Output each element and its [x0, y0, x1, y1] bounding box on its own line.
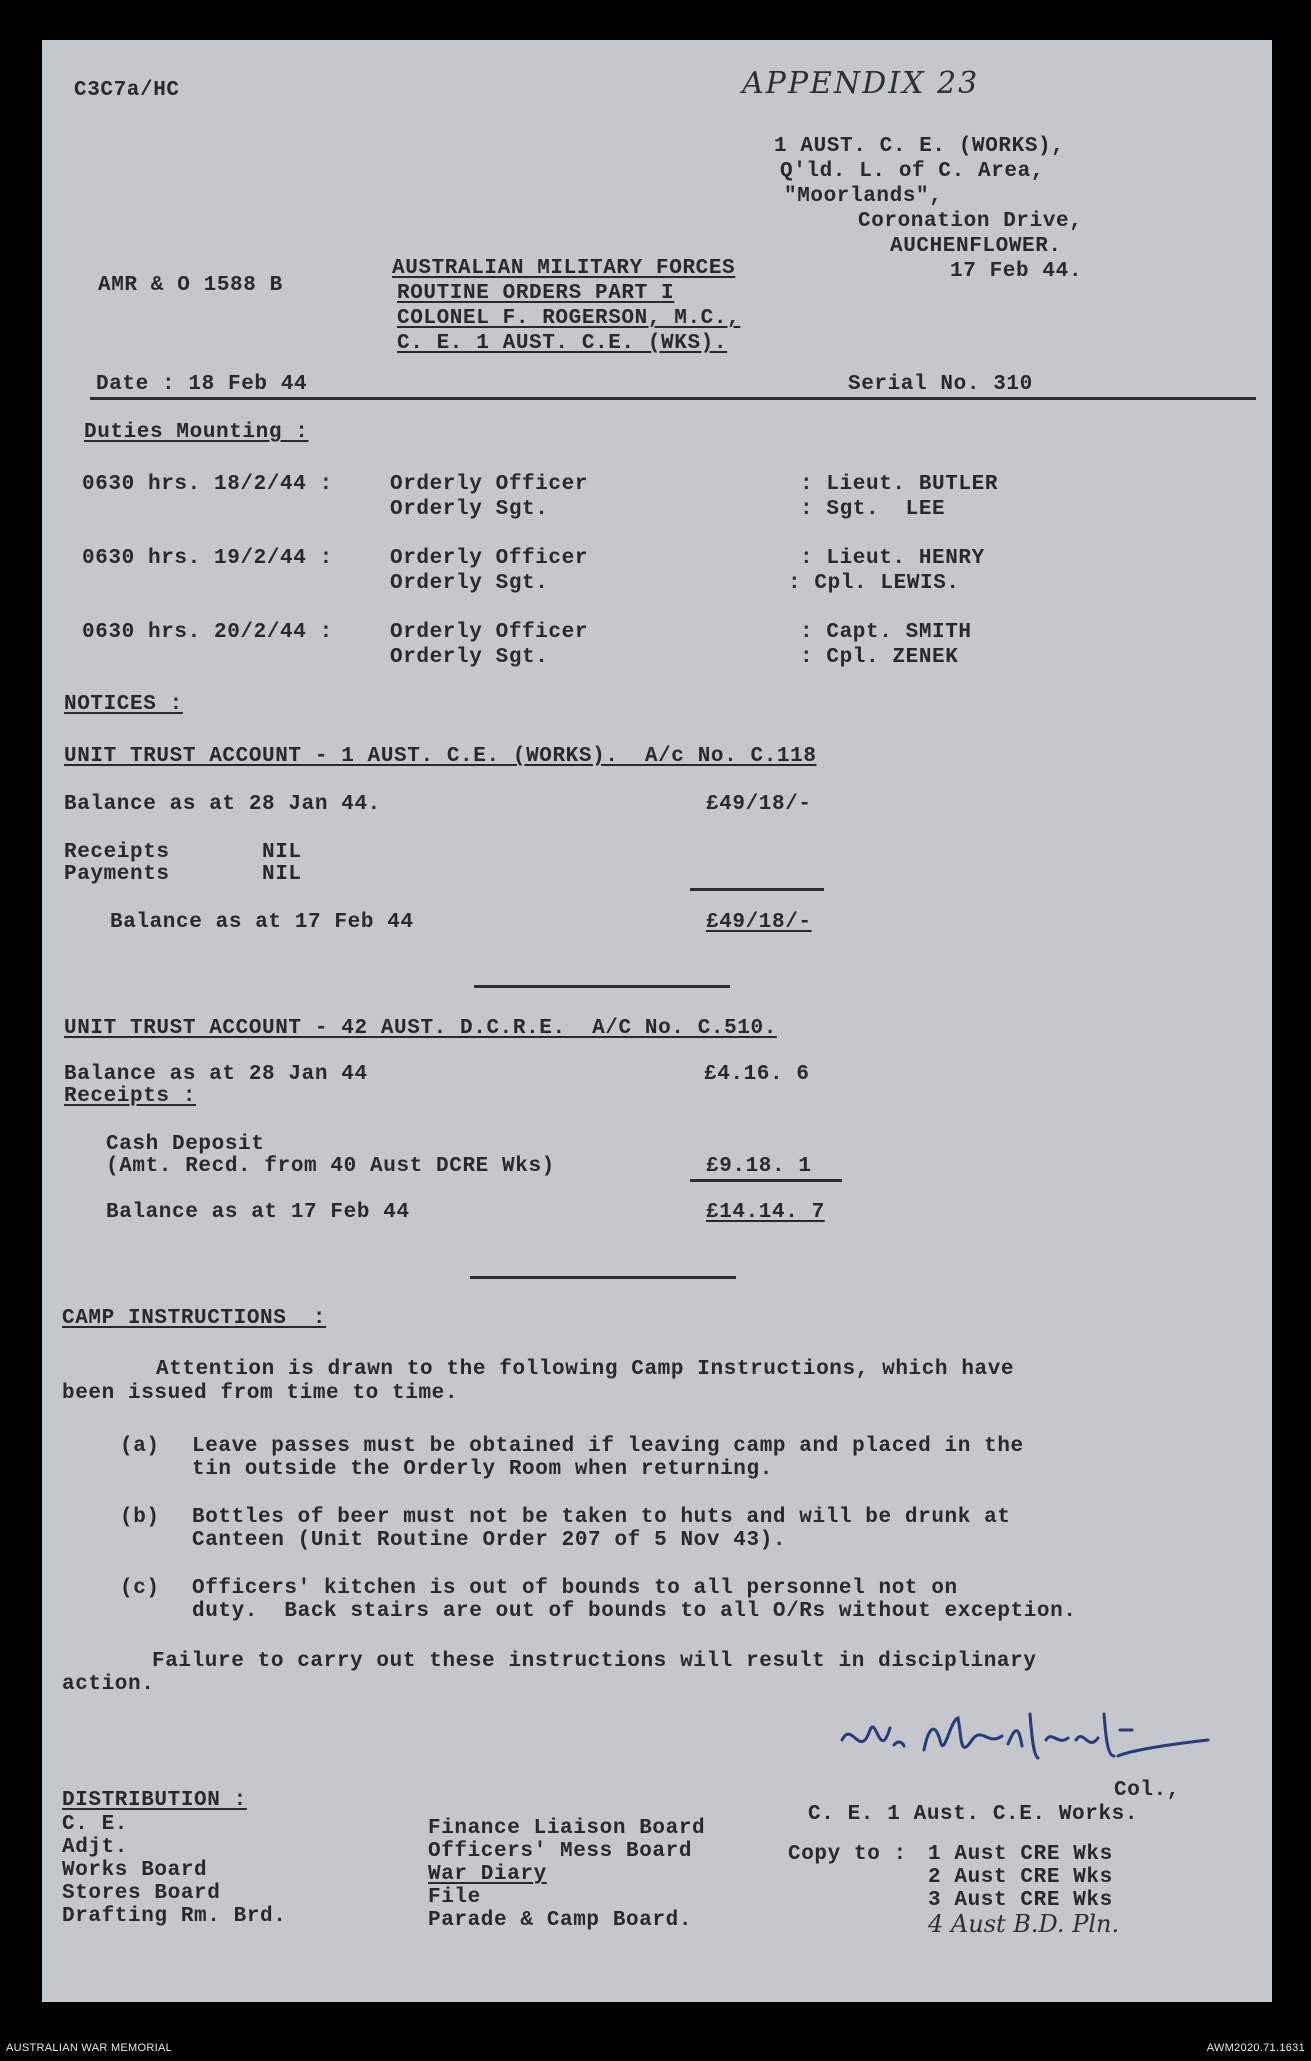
- signature-text: [872, 1740, 1074, 1770]
- distribution-item: File: [428, 1886, 481, 1909]
- duty-role: Orderly Officer: [390, 621, 589, 644]
- failure-note: Failure to carry out these instructions will result in disciplinary: [152, 1650, 1037, 1673]
- duty-name: : Lieut. HENRY: [800, 547, 985, 570]
- item-mark: (b): [120, 1506, 160, 1529]
- balance-value: £49/18/-: [706, 793, 812, 816]
- serial-number: Serial No. 310: [848, 373, 1033, 396]
- distribution-item: C. E.: [62, 1813, 129, 1836]
- copy-to-item: 3 Aust CRE Wks: [928, 1889, 1113, 1912]
- distribution-item: Works Board: [62, 1859, 208, 1882]
- duty-role: Orderly Sgt.: [390, 646, 549, 669]
- duty-time: 0630 hrs. 18/2/44 :: [82, 473, 333, 496]
- duty-time: 0630 hrs. 20/2/44 :: [82, 621, 333, 644]
- account-title: UNIT TRUST ACCOUNT - 1 AUST. C.E. (WORKS). A/c No. C.118: [64, 745, 817, 768]
- balance-value: £4.16. 6: [704, 1063, 810, 1086]
- copy-to-label: Copy to :: [788, 1843, 907, 1866]
- duty-time: 0630 hrs. 19/2/44 :: [82, 547, 333, 570]
- heading-line: C. E. 1 AUST. C.E. (WKS).: [397, 332, 728, 355]
- signatory-rank: Col.,: [1114, 1779, 1181, 1802]
- document-page: [42, 40, 1272, 2002]
- amr-reference: AMR & O 1588 B: [98, 274, 283, 297]
- duty-name: : Capt. SMITH: [800, 621, 972, 644]
- item-text: tin outside the Orderly Room when returning.: [192, 1458, 773, 1481]
- distribution-item: Stores Board: [62, 1882, 221, 1905]
- duty-name: : Cpl. ZENEK: [800, 646, 959, 669]
- balance-label: Balance as at 28 Jan 44: [64, 1063, 368, 1086]
- address-line: Coronation Drive,: [858, 210, 1083, 233]
- address-date: 17 Feb 44.: [950, 260, 1083, 283]
- balance-label: Balance as at 17 Feb 44: [106, 1201, 410, 1224]
- address-line: 1 AUST. C. E. (WORKS),: [774, 135, 1065, 158]
- file-reference: C3C7a/HC: [74, 79, 180, 102]
- account-title: UNIT TRUST ACCOUNT - 42 AUST. D.C.R.E. A/C No. C.510.: [64, 1017, 777, 1040]
- order-date: Date : 18 Feb 44: [96, 373, 308, 396]
- sum-rule: [690, 1179, 842, 1182]
- camp-intro: been issued from time to time.: [62, 1382, 459, 1405]
- sum-rule: [690, 888, 824, 891]
- item-text: Bottles of beer must not be taken to huts and will be drunk at: [192, 1506, 1011, 1529]
- copy-to-handwritten: 4 Aust B.D. Pln.: [928, 1910, 1120, 1938]
- item-text: Leave passes must be obtained if leaving camp and placed in the: [192, 1435, 1024, 1458]
- item-mark: (a): [120, 1435, 160, 1458]
- duties-heading: Duties Mounting :: [84, 421, 309, 444]
- item-text: Canteen (Unit Routine Order 207 of 5 Nov 43).: [192, 1529, 787, 1552]
- duty-role: Orderly Sgt.: [390, 498, 549, 521]
- failure-note: action.: [62, 1673, 155, 1696]
- item-mark: (c): [120, 1577, 160, 1600]
- address-line: AUCHENFLOWER.: [890, 235, 1062, 258]
- cash-deposit: Cash Deposit: [106, 1133, 265, 1156]
- distribution-item: Adjt.: [62, 1836, 129, 1859]
- balance-label: Balance as at 28 Jan 44.: [64, 793, 381, 816]
- distribution-item: Drafting Rm. Brd.: [62, 1905, 287, 1928]
- balance-value: £14.14. 7: [706, 1201, 825, 1224]
- cash-note: (Amt. Recd. from 40 Aust DCRE Wks): [106, 1155, 555, 1178]
- balance-label: Balance as at 17 Feb 44: [110, 911, 414, 934]
- distribution-item: Officers' Mess Board: [428, 1840, 693, 1863]
- duty-role: Orderly Officer: [390, 547, 589, 570]
- section-divider: [470, 1276, 736, 1279]
- address-line: "Moorlands",: [784, 185, 943, 208]
- distribution-item: Parade & Camp Board.: [428, 1909, 693, 1932]
- receipts-line: Receipts NIL: [64, 841, 302, 864]
- duty-role: Orderly Sgt.: [390, 572, 549, 595]
- heading-line: ROUTINE ORDERS PART I: [397, 282, 675, 305]
- distribution-item: Finance Liaison Board: [428, 1817, 706, 1840]
- distribution-heading: DISTRIBUTION :: [62, 1789, 247, 1812]
- item-text: duty. Back stairs are out of bounds to all O/Rs without exception.: [192, 1600, 1077, 1623]
- item-text: Officers' kitchen is out of bounds to all personnel not on: [192, 1577, 958, 1600]
- balance-value: £49/18/-: [706, 911, 812, 934]
- receipts-heading: Receipts :: [64, 1085, 197, 1108]
- duty-name: : Cpl. LEWIS.: [788, 572, 960, 595]
- divider: [90, 397, 1256, 400]
- copy-to-item: 2 Aust CRE Wks: [928, 1866, 1113, 1889]
- duty-role: Orderly Officer: [390, 473, 589, 496]
- payments-line: Payments NIL: [64, 863, 302, 886]
- distribution-item: War Diary: [428, 1863, 547, 1886]
- camp-intro: Attention is drawn to the following Camp Instructions, which have: [156, 1358, 1015, 1381]
- notices-heading: NOTICES :: [64, 693, 183, 716]
- archive-reference: AWM2020.71.1631: [1206, 2042, 1305, 2054]
- section-divider: [474, 985, 730, 988]
- cash-value: £9.18. 1: [706, 1155, 812, 1178]
- duty-name: : Sgt. LEE: [800, 498, 946, 521]
- copy-to-item: 1 Aust CRE Wks: [928, 1843, 1113, 1866]
- signatory-role: C. E. 1 Aust. C.E. Works.: [808, 1803, 1139, 1826]
- duty-name: : Lieut. BUTLER: [800, 473, 999, 496]
- heading-line: COLONEL F. ROGERSON, M.C.,: [397, 307, 741, 330]
- appendix-annotation: APPENDIX 23: [742, 66, 980, 101]
- archive-credit: AUSTRALIAN WAR MEMORIAL: [6, 2042, 173, 2054]
- address-line: Q'ld. L. of C. Area,: [780, 160, 1045, 183]
- heading-line: AUSTRALIAN MILITARY FORCES: [392, 257, 736, 280]
- camp-heading: CAMP INSTRUCTIONS :: [62, 1307, 327, 1330]
